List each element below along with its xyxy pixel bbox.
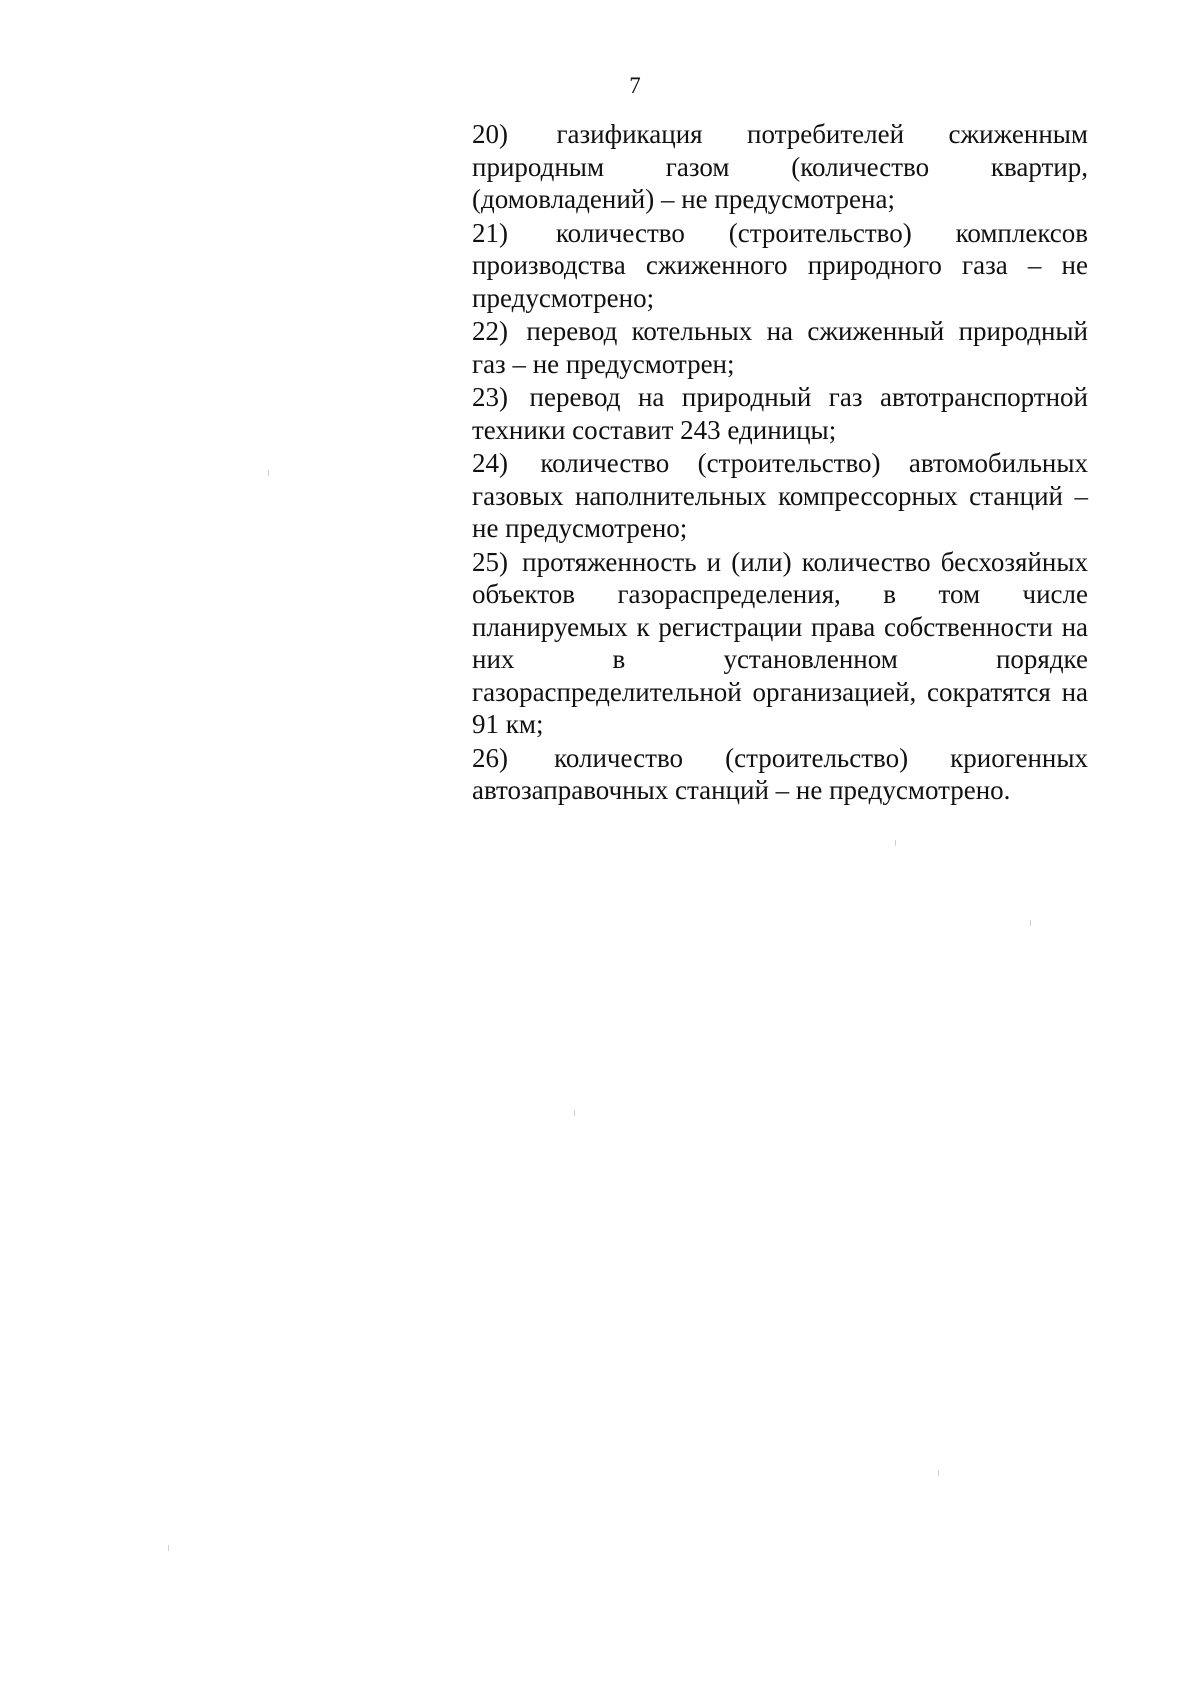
scan-speck xyxy=(168,1545,169,1551)
item-number: 25) xyxy=(472,546,508,577)
list-item-23 xyxy=(472,381,1088,446)
item-number: 23) xyxy=(472,382,508,412)
scan-speck xyxy=(1030,920,1031,926)
scan-speck xyxy=(268,470,269,476)
scan-speck xyxy=(938,1470,939,1476)
list-body xyxy=(472,118,1088,808)
item-number: 21) xyxy=(472,217,508,248)
list-item-22 xyxy=(472,315,1088,380)
item-text: количество (строительство) комплексов производства сжиженного природного газа – не предусмотрено; xyxy=(472,217,1089,313)
item-number: 22) xyxy=(472,316,508,346)
scan-speck xyxy=(574,1110,575,1116)
item-text: количество (строительство) автомобильных газовых наполнительных компрессорных станций – не предусмотрено; xyxy=(472,448,1089,543)
list-item-21 xyxy=(472,217,1088,315)
item-text: перевод на природный газ автотранспортной техники составит 243 единицы; xyxy=(472,382,1089,445)
item-text: протяженность и (или) количество бесхозяйных объектов газораспределения, в том числе планируемых к регистрации права собственности на них в установленном порядке газораспределительной организацией, сократятся на 91 км; xyxy=(472,546,1088,739)
scan-speck xyxy=(895,840,896,846)
item-number: 20) xyxy=(472,119,508,149)
item-text: газификация потребителей сжиженным природным газом (количество квартир, (домовладений) – не предусмотрена; xyxy=(472,119,1088,214)
item-number: 26) xyxy=(472,742,508,773)
list-item-25 xyxy=(472,546,1088,741)
item-number: 24) xyxy=(472,448,508,478)
list-item-26 xyxy=(472,742,1088,807)
list-item-24 xyxy=(472,447,1088,545)
page-number: 7 xyxy=(629,73,641,98)
item-text: перевод котельных на сжиженный природный газ – не предусмотрен; xyxy=(472,316,1089,379)
item-text: количество (строительство) криогенных автозаправочных станций – не предусмотрено. xyxy=(472,742,1088,805)
list-item-20 xyxy=(472,118,1088,216)
